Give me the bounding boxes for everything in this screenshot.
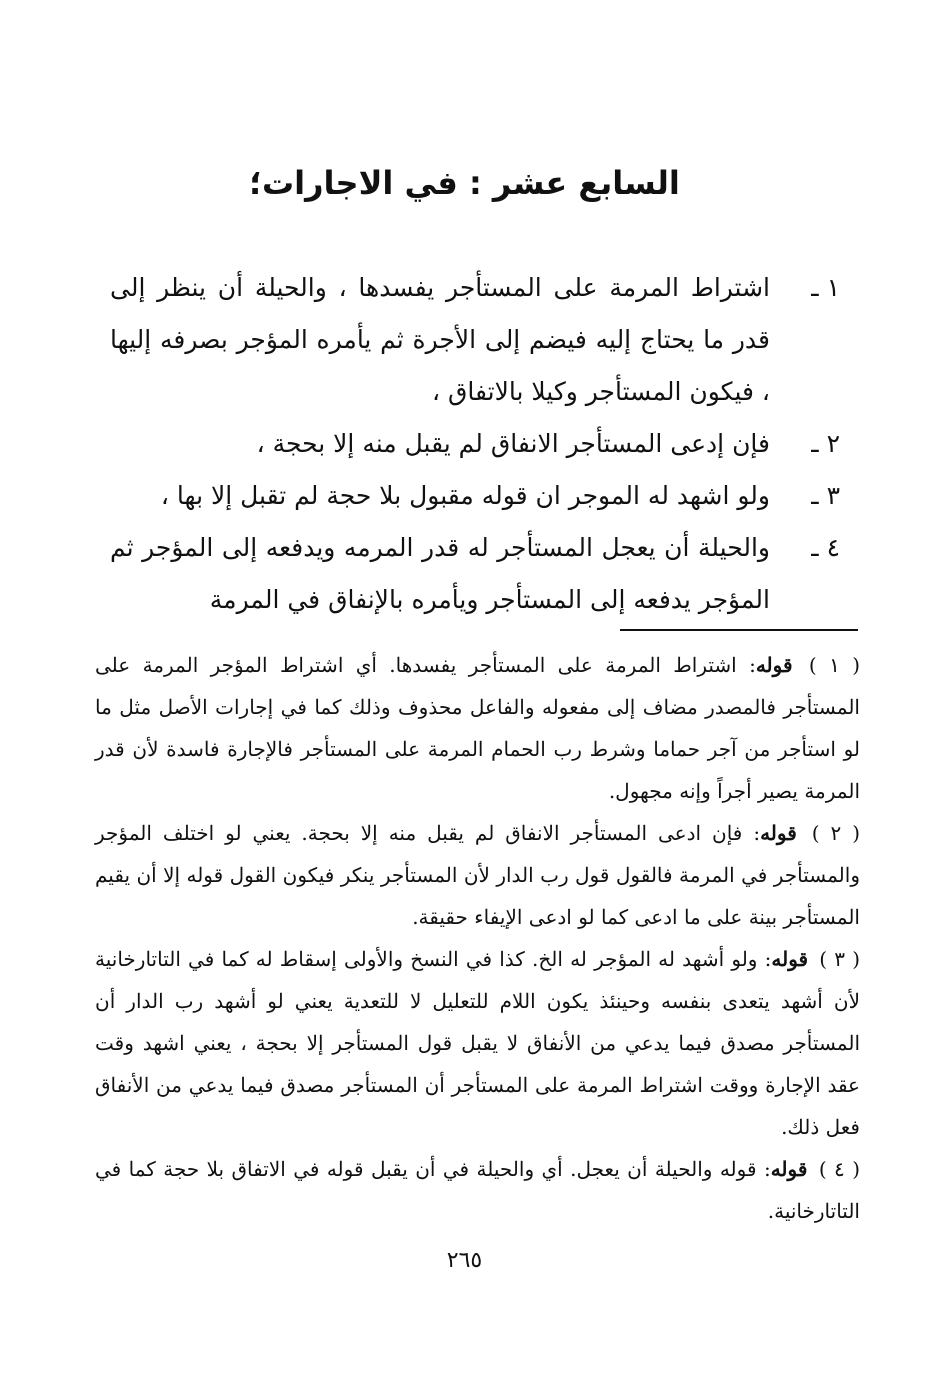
item-text: والحيلة أن يعجل المستأجر له قدر المرمه ويدفعه إلى المؤجر ثم المؤجر يدفعه إلى المستأجر ويأمره بالإنفاق في المرمة xyxy=(110,533,770,614)
item-number: ٢ ـ xyxy=(811,429,840,458)
footnote-1 xyxy=(95,644,860,812)
footnote-number: ( ٢ ) xyxy=(811,821,861,845)
item-number: ٣ ـ xyxy=(811,481,840,510)
footnote-text: : اشتراط المرمة على المستأجر يفسدها. أي اشتراط المؤجر المرمة على المستأجر فالمصدر مضاف إلى مفعوله والفاعل محذوف وذلك كما في إجارات الأصل مثل ما لو استأجر من آجر حماما وشرط رب الحمام المرمة على المستأجر فالإجارة فاسدة لأن قدر المرمة يصير أجراً وإنه مجهول. xyxy=(95,653,860,803)
footnote-lead: قوله xyxy=(770,1157,808,1181)
item-text: اشتراط المرمة على المستأجر يفسدها ، والحيلة أن ينظر إلى قدر ما يحتاج إليه فيضم إلى الأجرة ثم يأمره المؤجر بصرفه إليها ، فيكون المستأجر وكيلا بالاتفاق ، xyxy=(110,273,770,406)
footnote-lead: قوله xyxy=(760,821,797,845)
footnote-lead: قوله xyxy=(771,947,809,971)
footnote-text: : قوله والحيلة أن يعجل. أي والحيلة في أن يقبل قوله في الاتفاق بلا حجة كما في التاتارخانية. xyxy=(95,1157,860,1223)
footnote-2 xyxy=(95,812,860,938)
main-item-3 xyxy=(110,470,840,522)
page-number: ٢٦٥ xyxy=(446,1248,483,1273)
item-number: ٤ ـ xyxy=(811,533,840,562)
item-text: ولو اشهد له الموجر ان قوله مقبول بلا حجة لم تقبل إلا بها ، xyxy=(160,481,770,510)
footnote-4 xyxy=(95,1148,860,1232)
main-item-1 xyxy=(110,262,840,418)
footnote-number: ( ٣ ) xyxy=(819,947,860,971)
item-text: فإن إدعى المستأجر الانفاق لم يقبل منه إلا بحجة ، xyxy=(256,429,770,458)
page-title: السابع عشر : في الاجارات؛ xyxy=(249,164,680,202)
footnote-divider xyxy=(620,629,858,631)
footnote-lead: قوله xyxy=(755,653,793,677)
footnote-text: : فإن ادعى المستأجر الانفاق لم يقبل منه إلا بحجة. يعني لو اختلف المؤجر والمستأجر في المرمة فالقول قول رب الدار لأن المستأجر ينكر فيكون القول قوله إلا أن يقيم المستأجر بينة على ما ادعى كما لو ادعى الإيفاء حقيقة. xyxy=(95,821,860,929)
footnote-3 xyxy=(95,938,860,1148)
main-item-2 xyxy=(110,418,840,470)
footnote-text: : ولو أشهد له المؤجر له الخ. كذا في النسخ والأولى إسقاط له كما في التاتارخانية لأن أشهد يتعدى بنفسه وحينئذ يكون اللام للتعليل لا للتعدية يعني لو أشهد رب الدار أن المستأجر مصدق فيما يدعي من الأنفاق لا يقبل قول المستأجر إلا بحجة ، يعني اشهد وقت عقد الإجارة ووقت اشتراط المرمة على المستأجر أن المستأجر مصدق فيما يدعي من الأنفاق فعل ذلك. xyxy=(95,947,860,1139)
main-item-4 xyxy=(110,522,840,626)
item-number: ١ ـ xyxy=(811,273,840,302)
main-list xyxy=(110,262,840,626)
footnote-number: ( ٤ ) xyxy=(818,1157,861,1181)
footnote-number: ( ١ ) xyxy=(808,653,860,677)
footnotes-section xyxy=(95,644,860,1232)
